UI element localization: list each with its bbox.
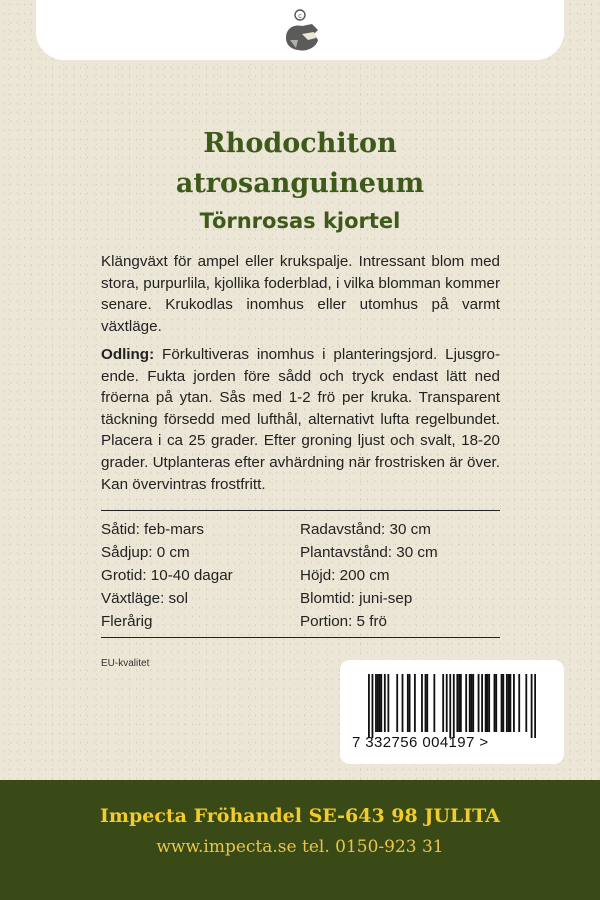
specs-left bbox=[101, 518, 233, 633]
barcode-bar bbox=[485, 674, 487, 732]
barcode-bar bbox=[426, 674, 428, 732]
barcode-bar bbox=[372, 674, 374, 738]
barcode-bar bbox=[379, 674, 381, 732]
footer-band bbox=[0, 780, 600, 900]
spec-germination-time: Grotid: 10-40 dagar bbox=[101, 567, 233, 584]
title-species: atrosanguineum bbox=[175, 168, 425, 199]
barcode-bar bbox=[449, 674, 451, 738]
spec-location: Växtläge: sol bbox=[101, 590, 188, 607]
barcode-bar bbox=[407, 674, 409, 732]
barcode-bar bbox=[525, 674, 527, 732]
barcode-bar bbox=[502, 674, 504, 732]
barcode-bar bbox=[460, 674, 462, 732]
barcode-bar bbox=[414, 674, 416, 732]
divider-top bbox=[101, 510, 500, 511]
cultivation-text: Förkultiveras inomhus i planteringsjord. Ljusgroende. Fukta jorden före sådd och tryck endast lätt ned fröerna på ytan. Sås med 1-2 frö per kruka. Transparent täckning försedd med lufthål, alternativt lufta regelbundet. Placera i ca 25 grader. Efter groning ljust och svalt, 18-20 grader. Utplanteras efter avhärdning när frostrisken är över. Kan övervintras frostfritt. bbox=[101, 346, 500, 493]
barcode-bar bbox=[488, 674, 490, 732]
barcode-bar bbox=[501, 674, 503, 732]
barcode-bar bbox=[402, 674, 404, 732]
barcode-bar bbox=[375, 674, 377, 732]
barcode-bar bbox=[531, 674, 533, 738]
specs-right bbox=[300, 518, 438, 633]
barcode-bar bbox=[387, 674, 389, 732]
barcode-number: 7 332756 004197 > bbox=[352, 734, 489, 751]
impecta-logo-icon bbox=[272, 4, 328, 60]
barcode-bar bbox=[472, 674, 474, 732]
svg-text:c: c bbox=[298, 12, 302, 20]
barcode-bar bbox=[481, 674, 483, 732]
barcode-bar bbox=[442, 674, 444, 732]
barcode-bar bbox=[421, 674, 423, 732]
barcode-panel bbox=[340, 660, 564, 764]
divider-bottom bbox=[101, 637, 500, 638]
barcode-bar bbox=[509, 674, 511, 732]
barcode-bar bbox=[458, 674, 460, 732]
footer-contact: www.impecta.se tel. 0150-923 31 bbox=[156, 837, 444, 857]
barcode-bar bbox=[384, 674, 386, 732]
spec-sowing-time: Såtid: feb-mars bbox=[101, 521, 204, 538]
barcode-bar bbox=[433, 674, 435, 732]
barcode-bar bbox=[534, 674, 536, 738]
barcode-bar bbox=[506, 674, 508, 732]
spec-bloom-time: Blomtid: juni-sep bbox=[300, 590, 413, 607]
barcode-bar bbox=[469, 674, 471, 732]
description: Klängväxt för ampel eller krukspalje. Intressant blom med stora, purpurlila, kjollika foderblad, i vilka blomman kommer senare. Krukodlas inomhus eller utomhus på varmt växtläge. bbox=[101, 253, 500, 335]
barcode-bar bbox=[495, 674, 497, 732]
quality-label: EU-kvalitet bbox=[101, 658, 150, 669]
title-genus: Rhodochiton bbox=[203, 128, 397, 159]
barcode-bars bbox=[368, 674, 536, 738]
barcode-bar bbox=[425, 674, 427, 732]
barcode-bar bbox=[380, 674, 382, 732]
barcode-bar bbox=[518, 674, 520, 732]
barcode-bar bbox=[471, 674, 473, 732]
footer-company: Impecta Fröhandel SE-643 98 JULITA bbox=[99, 805, 501, 827]
barcode-bar bbox=[456, 674, 458, 732]
barcode-bar bbox=[508, 674, 510, 732]
barcode-bar bbox=[453, 674, 455, 738]
spec-lifecycle: Flerårig bbox=[101, 613, 153, 630]
cultivation-label: Odling: bbox=[101, 346, 155, 363]
barcode-bar bbox=[486, 674, 488, 732]
spec-height: Höjd: 200 cm bbox=[300, 567, 390, 584]
cultivation-paragraph bbox=[101, 344, 500, 495]
spec-row-spacing: Radavstånd: 30 cm bbox=[300, 521, 431, 538]
barcode-bar bbox=[513, 674, 515, 732]
barcode-bar bbox=[446, 674, 448, 732]
barcode-bar bbox=[478, 674, 480, 732]
barcode-bar bbox=[465, 674, 467, 732]
spec-sowing-depth: Sådjup: 0 cm bbox=[101, 544, 190, 561]
title-common-name: Törnrosas kjortel bbox=[199, 209, 401, 233]
barcode-bar bbox=[368, 674, 370, 738]
barcode-bar bbox=[377, 674, 379, 732]
spec-plant-spacing: Plantavstånd: 30 cm bbox=[300, 544, 438, 561]
barcode-bar bbox=[396, 674, 398, 732]
barcode-bar bbox=[494, 674, 496, 732]
barcode-bar bbox=[409, 674, 411, 732]
spec-portion: Portion: 5 frö bbox=[300, 613, 387, 630]
